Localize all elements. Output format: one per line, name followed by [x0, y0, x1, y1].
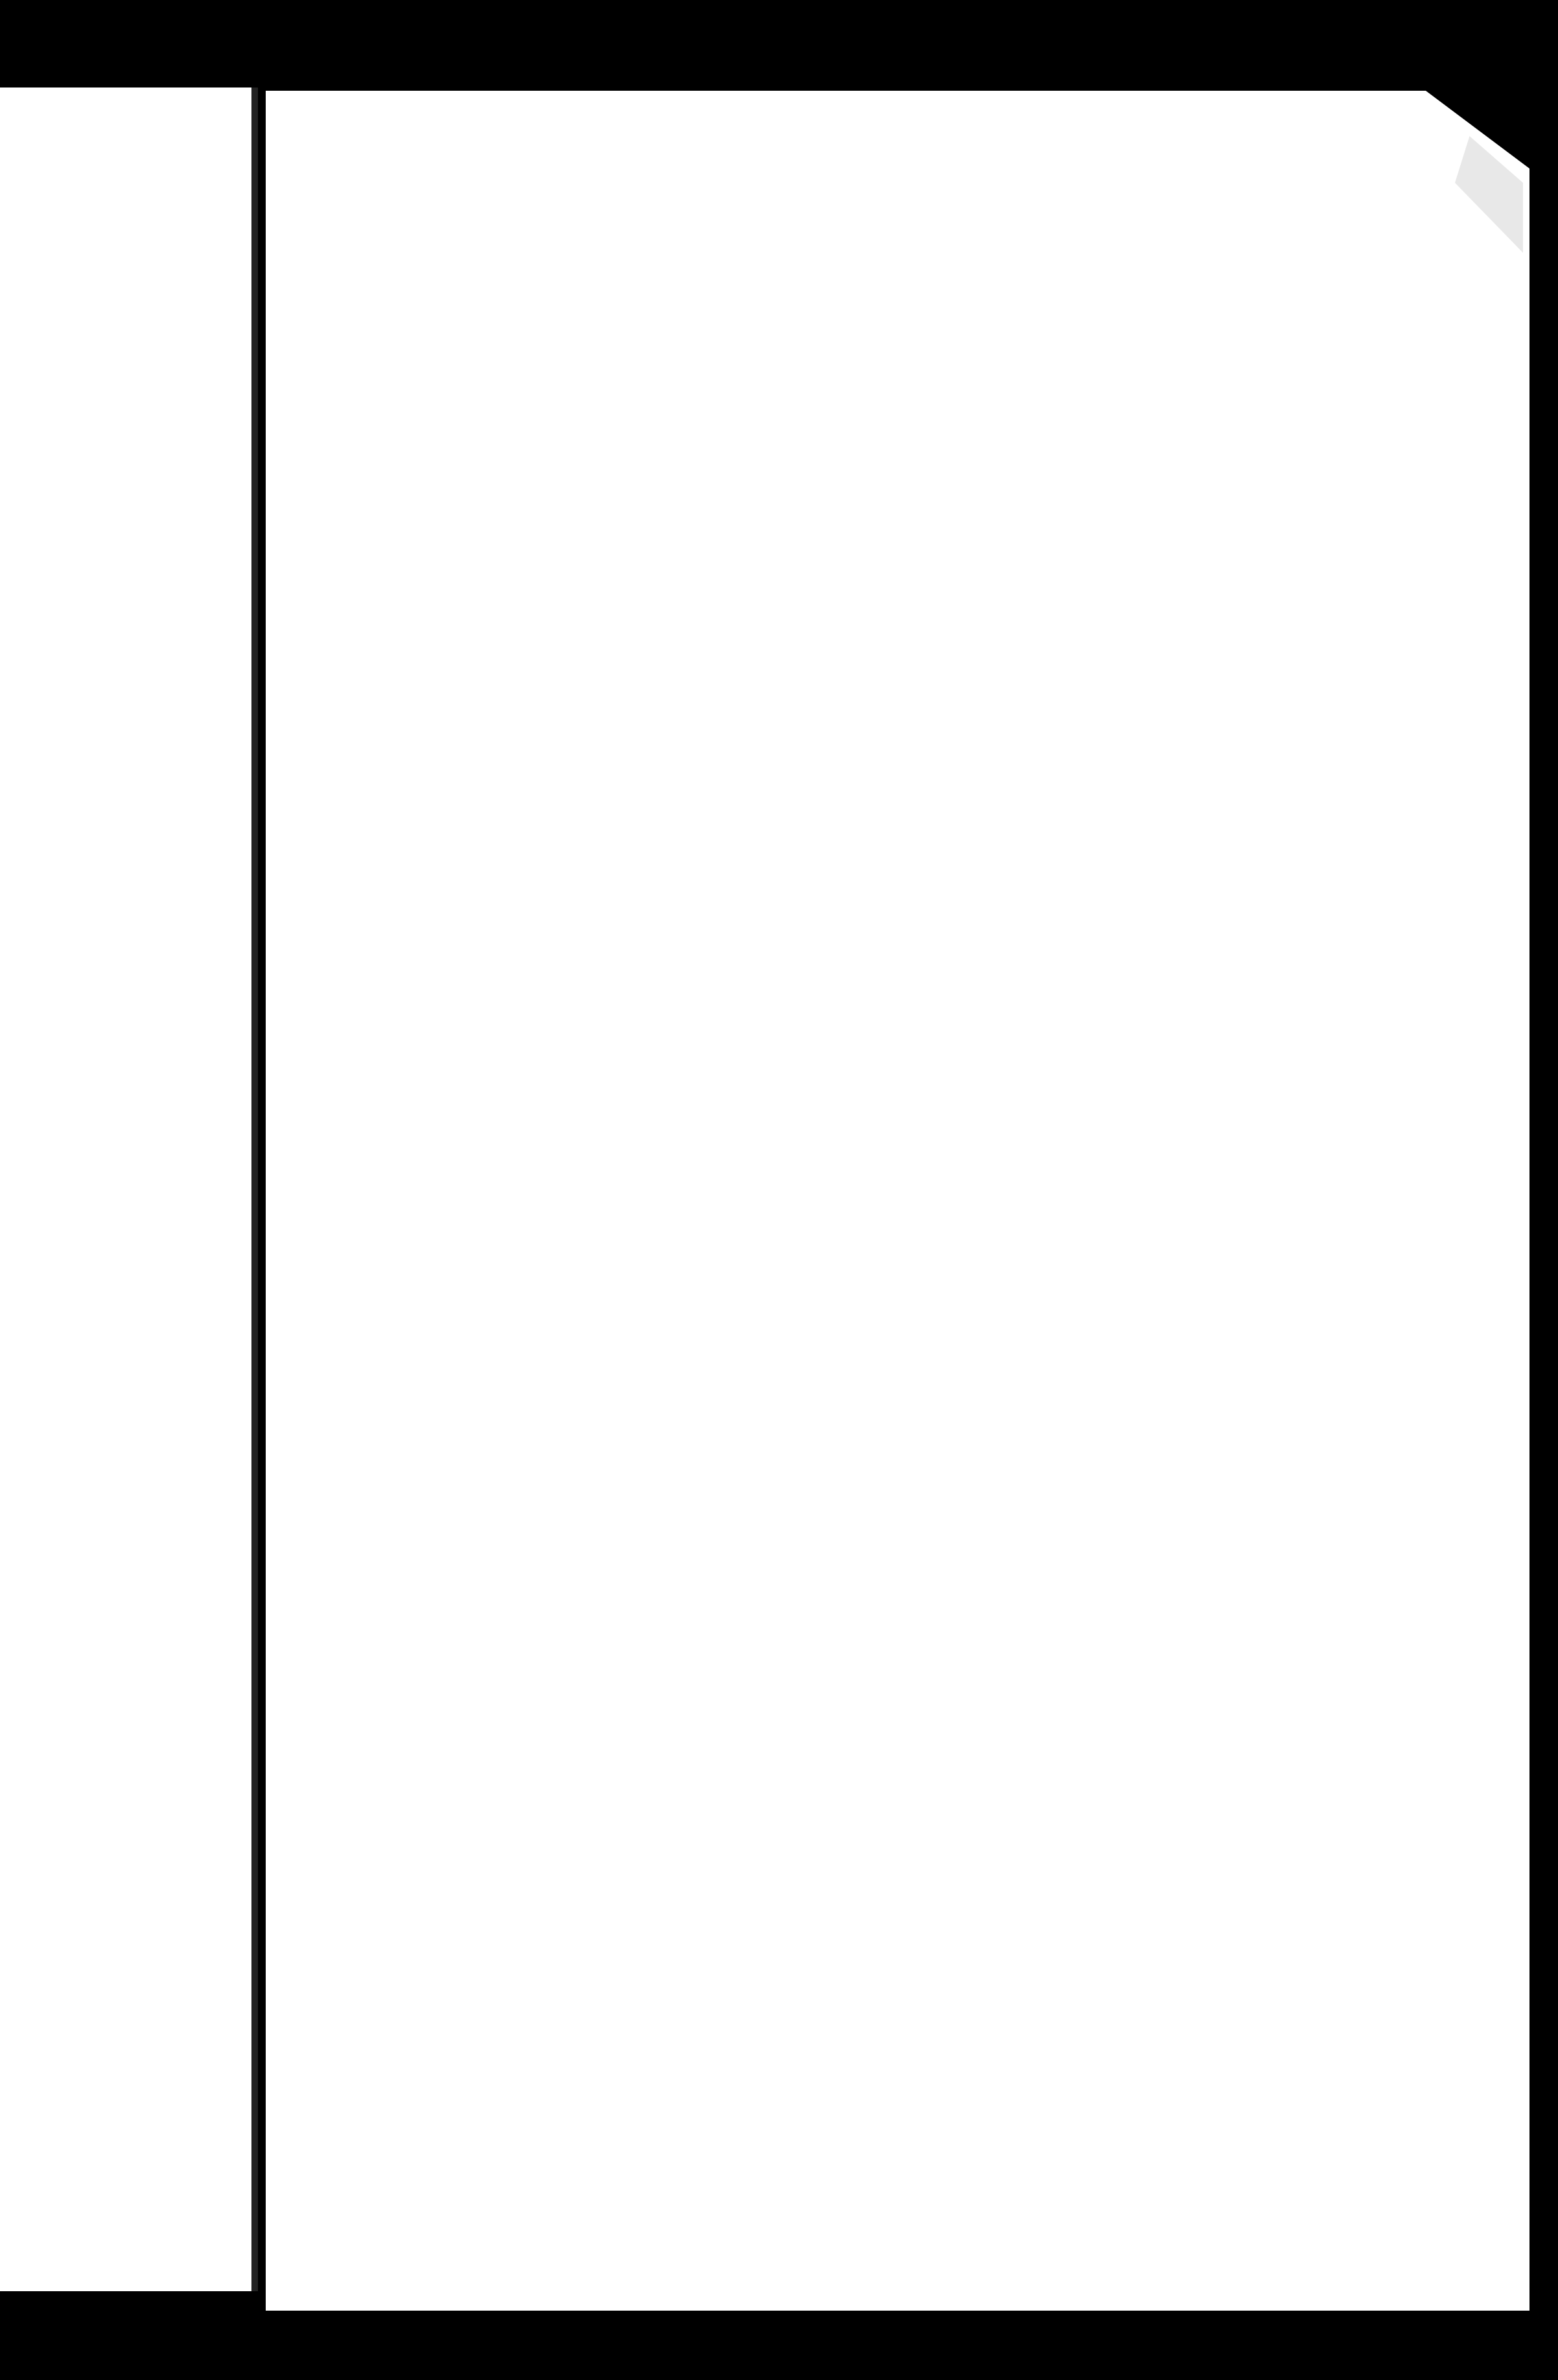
right-page — [266, 91, 1529, 2311]
left-page — [0, 88, 258, 2291]
